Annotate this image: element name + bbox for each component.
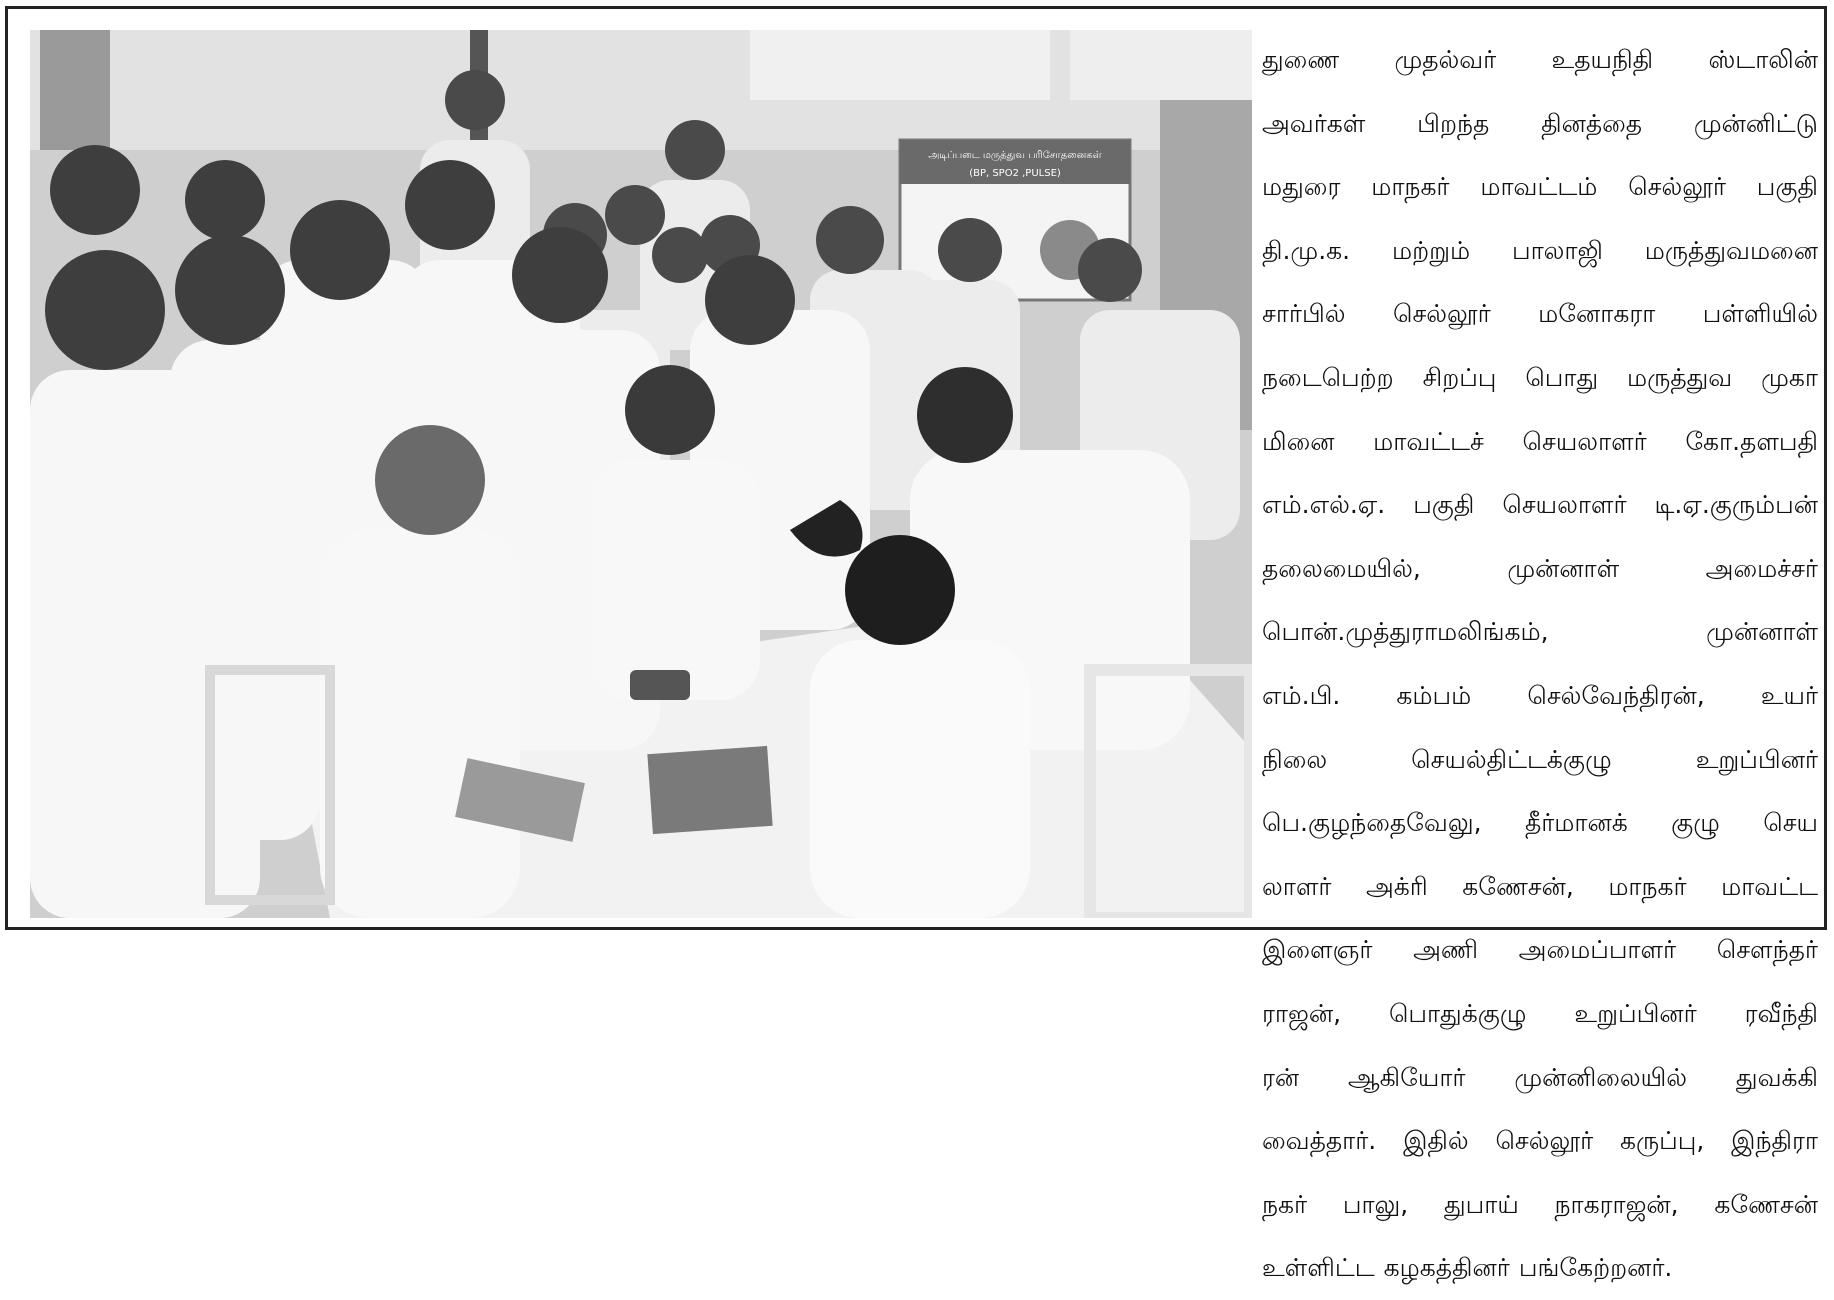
caption-word: நடைபெற்ற (1262, 362, 1394, 392)
caption-word: மாவட்டம் (1480, 172, 1598, 202)
caption-word: முன்னிலையில் (1514, 1062, 1688, 1092)
caption-word: தினத்தை (1541, 108, 1643, 138)
caption-word: செயலாளர் (1502, 490, 1627, 520)
banner-line1: அடிப்படை மருத்துவ பரிசோதனைகள் (928, 150, 1102, 161)
caption-word: கழகத்தினர் (1383, 1253, 1510, 1283)
caption-word: மருத்துவமனை (1644, 235, 1818, 265)
caption-word: பொன்.முத்துராமலிங்கம், (1262, 617, 1549, 647)
caption-line (1262, 410, 1818, 474)
caption-word: மதுரை (1262, 172, 1341, 202)
caption-word: முகா (1761, 362, 1818, 392)
caption-word: பாலு, (1342, 1189, 1409, 1219)
caption-word: மாவட்டச் (1373, 426, 1484, 456)
caption-word: செயல்திட்டக்குழு (1411, 744, 1612, 774)
caption-line (1262, 982, 1818, 1046)
caption-word: பங்கேற்றனர். (1518, 1253, 1673, 1283)
caption-word: மினை (1262, 426, 1335, 456)
caption-word: ஆகியோர் (1348, 1062, 1466, 1092)
caption-word: இதில் (1403, 1126, 1469, 1156)
caption-word: மருத்துவ (1627, 362, 1733, 392)
caption-word: கணேசன் (1714, 1189, 1818, 1219)
caption-word: துபாய் (1443, 1189, 1519, 1219)
caption-word: பகுதி (1756, 172, 1818, 202)
caption-word: தலைமையில், (1262, 553, 1421, 583)
caption-word: வைத்தார். (1262, 1126, 1377, 1156)
caption-word: அமைப்பாளர் (1518, 935, 1677, 965)
caption-line (1262, 791, 1818, 855)
caption-word: மற்றும் (1391, 235, 1471, 265)
caption-word: மாநகர் (1608, 871, 1687, 901)
caption-line (1262, 155, 1818, 219)
caption-word: மனோகரா (1538, 299, 1656, 329)
caption-word: பள்ளியில் (1702, 299, 1818, 329)
caption-word: சார்பில் (1262, 299, 1346, 329)
caption-word: செல்லூர் (1628, 172, 1726, 202)
caption-word: ஸ்டாலின் (1708, 45, 1818, 74)
caption-word: அமைச்சர் (1705, 553, 1818, 583)
caption-word: ரன் (1262, 1062, 1300, 1092)
caption-line (1262, 1109, 1818, 1173)
caption-line (1262, 537, 1818, 601)
caption-word: இளைஞர் (1262, 935, 1373, 965)
caption-word: கணேசன், (1462, 871, 1574, 901)
caption-text (1262, 28, 1818, 1283)
caption-word: தீர்மானக் (1524, 808, 1628, 838)
caption-word: பாலாஜி (1511, 235, 1603, 265)
caption-line (1262, 728, 1818, 792)
caption-line (1262, 92, 1818, 156)
caption-line (1262, 473, 1818, 537)
caption-word: கம்பம் (1396, 680, 1472, 710)
caption-word: பொதுக்குழு (1388, 998, 1527, 1028)
caption-word: கருப்பு, (1620, 1126, 1705, 1156)
caption-word: டி.ஏ.குரும்பன் (1654, 490, 1818, 520)
caption-word: பிறந்த (1417, 108, 1490, 138)
photo-illustration (30, 30, 1252, 918)
caption-word: ரவீந்தி (1744, 998, 1818, 1028)
caption-word: செல்லூர் (1392, 299, 1491, 329)
caption-word: உறுப்பினர் (1695, 744, 1818, 774)
caption-word: நாகராஜன், (1554, 1189, 1679, 1219)
caption-word: முன்னாள் (1507, 553, 1620, 583)
caption-word: நகர் (1262, 1189, 1308, 1219)
caption-word: உறுப்பினர் (1574, 998, 1697, 1028)
caption-line (1262, 346, 1818, 410)
caption-word: ராஜன், (1262, 998, 1342, 1028)
caption-word: இந்திரா (1731, 1126, 1818, 1156)
caption-line (1262, 1046, 1818, 1110)
caption-line (1262, 664, 1818, 728)
caption-word: செய (1763, 808, 1818, 838)
caption-line (1262, 855, 1818, 919)
caption-word: குழு (1671, 808, 1720, 838)
caption-word: உதயநிதி (1551, 45, 1654, 74)
caption-word: சிறப்பு (1422, 362, 1497, 392)
caption-word: துணை (1262, 45, 1340, 74)
caption-line (1262, 282, 1818, 346)
caption-line (1262, 28, 1818, 92)
caption-word: அணி (1413, 935, 1479, 965)
news-clipping (5, 6, 1827, 1283)
caption-word: துவக்கி (1735, 1062, 1818, 1092)
caption-word: எம்.பி. (1262, 680, 1341, 710)
caption-word: சௌந்தர் (1716, 935, 1818, 965)
caption-word: பகுதி (1413, 490, 1475, 520)
caption-word: உயர் (1760, 680, 1818, 710)
caption-word: செயலாளர் (1522, 426, 1647, 456)
caption-word: பொது (1525, 362, 1599, 392)
caption-line (1262, 918, 1818, 982)
caption-word: செல்வேந்திரன், (1527, 680, 1705, 710)
caption-word: முன்னாள் (1706, 617, 1818, 647)
caption-word: லாளர் (1262, 871, 1332, 901)
caption-word: அவர்கள் (1262, 108, 1366, 138)
caption-line (1262, 1236, 1818, 1300)
caption-word: அக்ரி (1365, 871, 1428, 901)
caption-word: மாவட்ட (1721, 871, 1818, 901)
caption-word: பெ.குழந்தைவேலு, (1262, 808, 1482, 838)
caption-line (1262, 219, 1818, 283)
caption-line (1262, 600, 1818, 664)
caption-word: செல்லூர் (1495, 1126, 1594, 1156)
event-photo (30, 30, 1252, 918)
caption-word: தி.மு.க. (1262, 235, 1351, 265)
caption-line (1262, 1173, 1818, 1237)
caption-word: நிலை (1262, 744, 1328, 774)
caption-word: முன்னிட்டு (1693, 108, 1818, 138)
caption-word: கோ.தளபதி (1685, 426, 1818, 456)
caption-word: முதல்வர் (1394, 45, 1497, 74)
banner-line2: (BP, SPO2 ,PULSE) (969, 168, 1061, 179)
caption-word: எம்.எல்.ஏ. (1262, 490, 1386, 520)
caption-word: உள்ளிட்ட (1262, 1253, 1375, 1283)
caption-word: மாநகர் (1371, 172, 1450, 202)
